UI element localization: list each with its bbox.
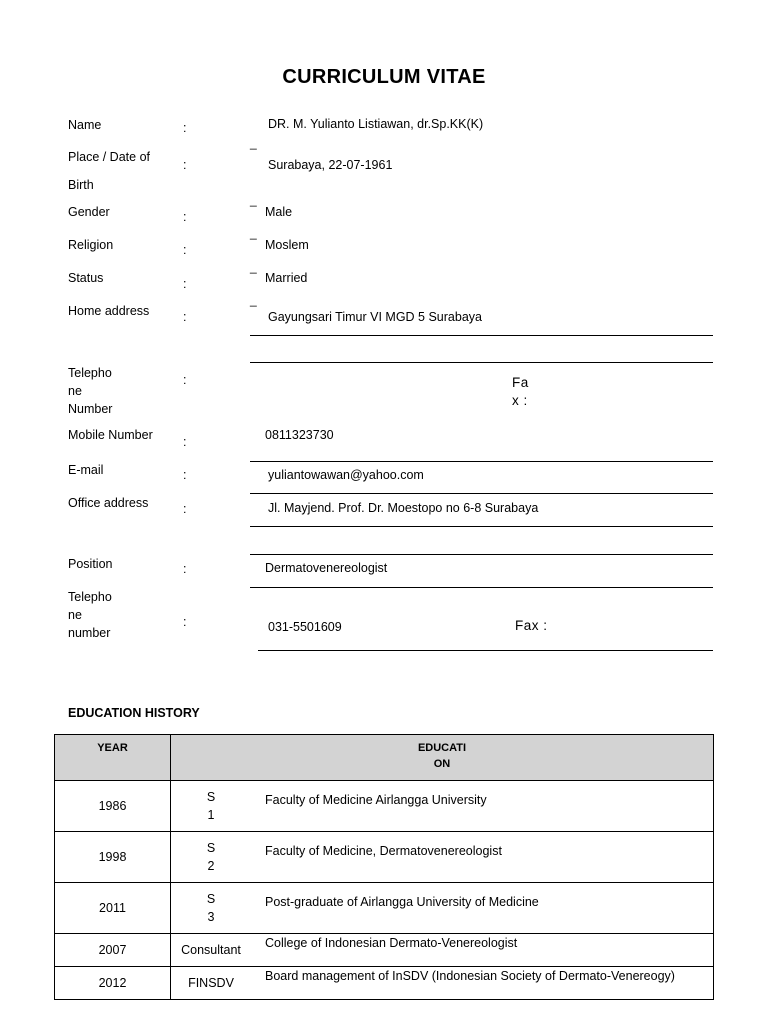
colon: :	[183, 373, 187, 387]
colon: :	[183, 310, 187, 324]
year-cell: 2007	[55, 934, 171, 967]
colon: :	[183, 243, 187, 257]
year-cell: 2011	[55, 883, 171, 934]
colon: :	[183, 277, 187, 291]
pob-label-line1: Place / Date of	[68, 150, 150, 164]
table-row	[55, 832, 714, 883]
colon: :	[183, 158, 187, 172]
institution: Post-graduate of Airlangga University of Medicine	[265, 895, 539, 909]
institution: Faculty of Medicine, Dermatovenereologist	[265, 844, 502, 858]
name-label: Name	[68, 118, 102, 132]
email-label: E-mail	[68, 463, 104, 477]
education-cell	[171, 832, 714, 883]
home-address-value: Gayungsari Timur VI MGD 5 Surabaya	[268, 310, 482, 324]
home-telephone-label: Telepho ne Number	[68, 366, 113, 416]
underline	[250, 554, 713, 555]
gender-value: Male	[265, 205, 293, 219]
email-value: yuliantowawan@yahoo.com	[268, 468, 424, 482]
dash-mark: _	[250, 293, 257, 307]
pob-label-line2: Birth	[68, 178, 94, 192]
year-column-header: YEAR	[55, 735, 171, 781]
institution: College of Indonesian Dermato-Venereologist	[265, 936, 518, 950]
institution: Board management of InSDV (Indonesian Society of Dermato-Venereogy)	[265, 969, 675, 983]
year-cell: 1998	[55, 832, 171, 883]
underline	[250, 461, 713, 462]
underline	[250, 335, 713, 336]
table-row	[55, 781, 714, 832]
degree-level: S 1	[206, 790, 216, 822]
position-label: Position	[68, 557, 113, 571]
colon: :	[183, 562, 187, 576]
education-cell	[171, 883, 714, 934]
underline	[250, 493, 713, 494]
dash-mark: _	[250, 193, 257, 207]
education-section-title: EDUCATION HISTORY	[68, 706, 200, 720]
dash-mark: _	[250, 136, 257, 150]
table-row	[55, 883, 714, 934]
underline	[258, 650, 713, 651]
year-cell: 2012	[55, 967, 171, 1000]
colon: :	[183, 435, 187, 449]
office-address-label: Office address	[68, 496, 149, 510]
underline	[250, 526, 713, 527]
office-fax-label: Fax :	[515, 618, 548, 633]
office-telephone-label: Telepho ne number	[68, 590, 112, 640]
colon: :	[183, 615, 187, 629]
office-address-value: Jl. Mayjend. Prof. Dr. Moestopo no 6-8 Surabaya	[268, 501, 539, 515]
education-table	[54, 734, 714, 1000]
mobile-value: 0811323730	[265, 428, 334, 442]
degree-level: S 2	[206, 841, 216, 873]
colon: :	[183, 468, 187, 482]
education-header-row	[55, 735, 714, 781]
document-title: CURRICULUM VITAE	[282, 66, 486, 88]
home-fax-label: Fa x :	[512, 375, 529, 408]
name-value: DR. M. Yulianto Listiawan, dr.Sp.KK(K)	[268, 117, 484, 131]
mobile-label: Mobile Number	[68, 428, 153, 442]
status-label: Status	[68, 271, 104, 285]
position-value: Dermatovenereologist	[265, 561, 388, 575]
colon: :	[183, 502, 187, 516]
home-address-label: Home address	[68, 304, 150, 318]
table-row	[55, 967, 714, 1000]
dash-mark: _	[250, 226, 257, 240]
table-row	[55, 934, 714, 967]
education-cell	[171, 967, 714, 1000]
colon: :	[183, 210, 187, 224]
institution: Faculty of Medicine Airlangga University	[265, 793, 487, 807]
colon: :	[183, 121, 187, 135]
underline	[250, 362, 713, 363]
office-telephone-value: 031-5501609	[268, 620, 342, 634]
education-column-header: EDUCATI ON	[171, 735, 714, 781]
status-value: Married	[265, 271, 308, 285]
underline	[250, 587, 713, 588]
religion-label: Religion	[68, 238, 114, 252]
pob-value: Surabaya, 22-07-1961	[268, 158, 393, 172]
degree-level: FINSDV	[188, 976, 234, 990]
degree-level: S 3	[206, 892, 216, 924]
degree-level: Consultant	[181, 943, 241, 957]
year-cell: 1986	[55, 781, 171, 832]
education-cell	[171, 781, 714, 832]
education-cell	[171, 934, 714, 967]
dash-mark: _	[250, 260, 257, 274]
gender-label: Gender	[68, 205, 110, 219]
religion-value: Moslem	[265, 238, 309, 252]
